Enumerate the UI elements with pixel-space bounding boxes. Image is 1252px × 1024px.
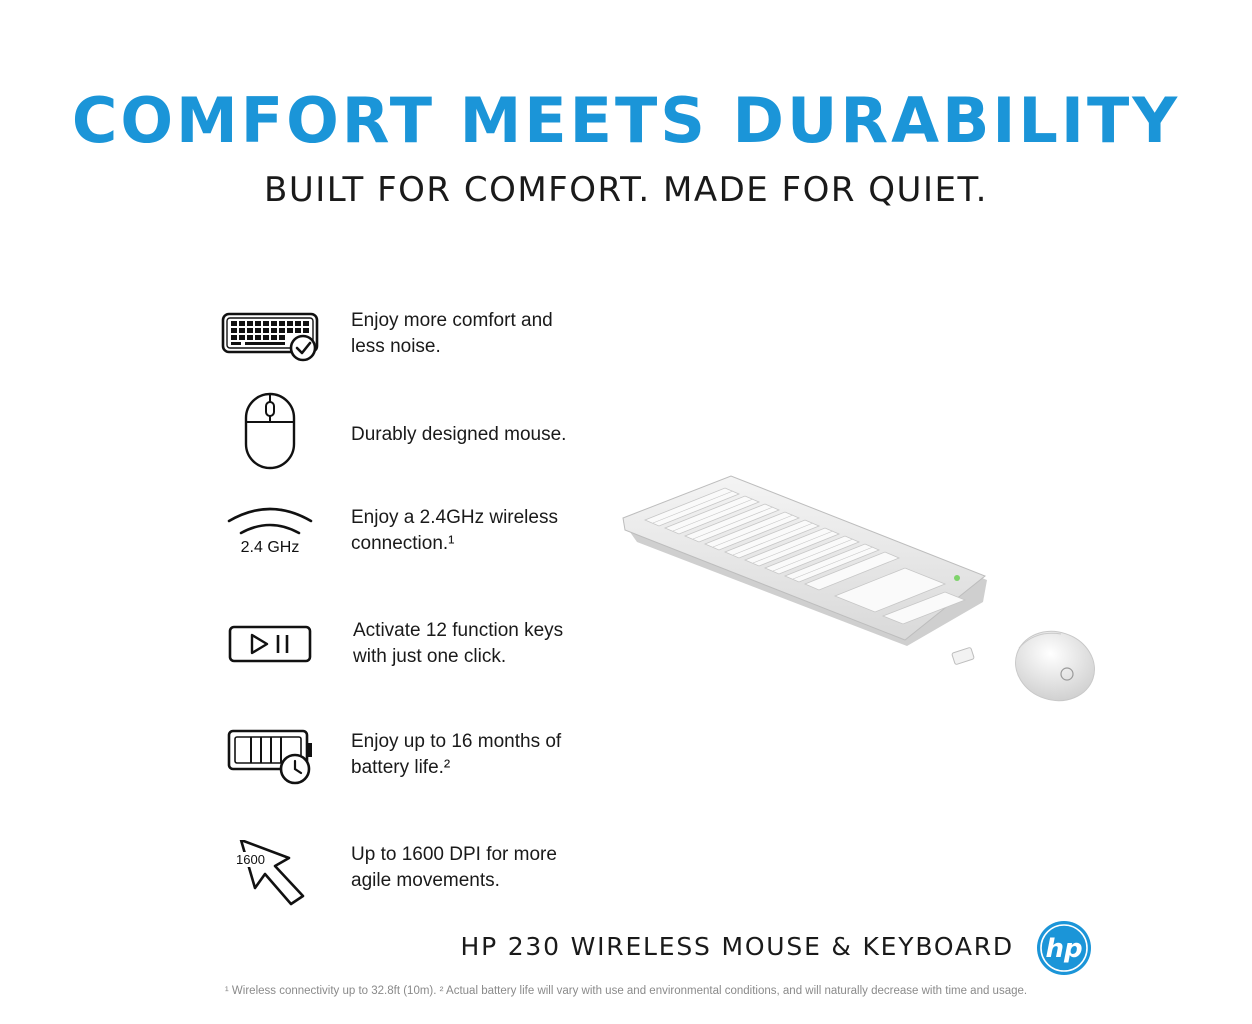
play-pause-icon bbox=[215, 618, 325, 708]
status-light bbox=[954, 575, 960, 581]
keyboard-check-icon bbox=[215, 308, 325, 398]
mouse-icon bbox=[215, 392, 325, 482]
feature-wireless bbox=[215, 505, 615, 595]
feature-comfort bbox=[215, 308, 615, 398]
dpi-label: 1600 bbox=[236, 852, 265, 867]
hp-logo-icon bbox=[1036, 920, 1092, 976]
frequency-label: 2.4 GHz bbox=[240, 539, 300, 556]
headline: COMFORT MEETS DURABILITY bbox=[71, 84, 1181, 157]
product-caption: HP 230 WIRELESS MOUSE & KEYBOARD bbox=[460, 932, 1014, 961]
feature-text: Enjoy up to 16 months of battery life.² bbox=[351, 731, 562, 778]
feature-text: Up to 1600 DPI for more agile movements. bbox=[351, 844, 557, 891]
mouse-product bbox=[1006, 621, 1103, 710]
feature-dpi bbox=[215, 840, 615, 930]
cursor-dpi-icon bbox=[215, 840, 325, 930]
battery-clock-icon bbox=[215, 729, 325, 819]
usb-receiver bbox=[952, 647, 975, 665]
feature-text: Activate 12 function keys with just one click. bbox=[353, 620, 564, 667]
feature-text: Durably designed mouse. bbox=[351, 424, 567, 445]
feature-battery-life bbox=[215, 729, 615, 819]
feature-text: Enjoy a 2.4GHz wireless connection.¹ bbox=[351, 507, 558, 554]
wireless-signal-icon bbox=[215, 505, 325, 595]
feature-durable-mouse bbox=[215, 392, 615, 482]
feature-function-keys bbox=[215, 618, 615, 708]
feature-text: Enjoy more comfort and less noise. bbox=[351, 310, 553, 357]
product-image bbox=[615, 470, 1105, 710]
footnote: ¹ Wireless connectivity up to 32.8ft (10m). ² Actual battery life will vary with use and environmental conditions, and will naturally decrease with time and usage. bbox=[224, 985, 1028, 997]
svg-text:hp: hp bbox=[1045, 934, 1083, 964]
subheadline: BUILT FOR COMFORT. MADE FOR QUIET. bbox=[264, 170, 988, 210]
